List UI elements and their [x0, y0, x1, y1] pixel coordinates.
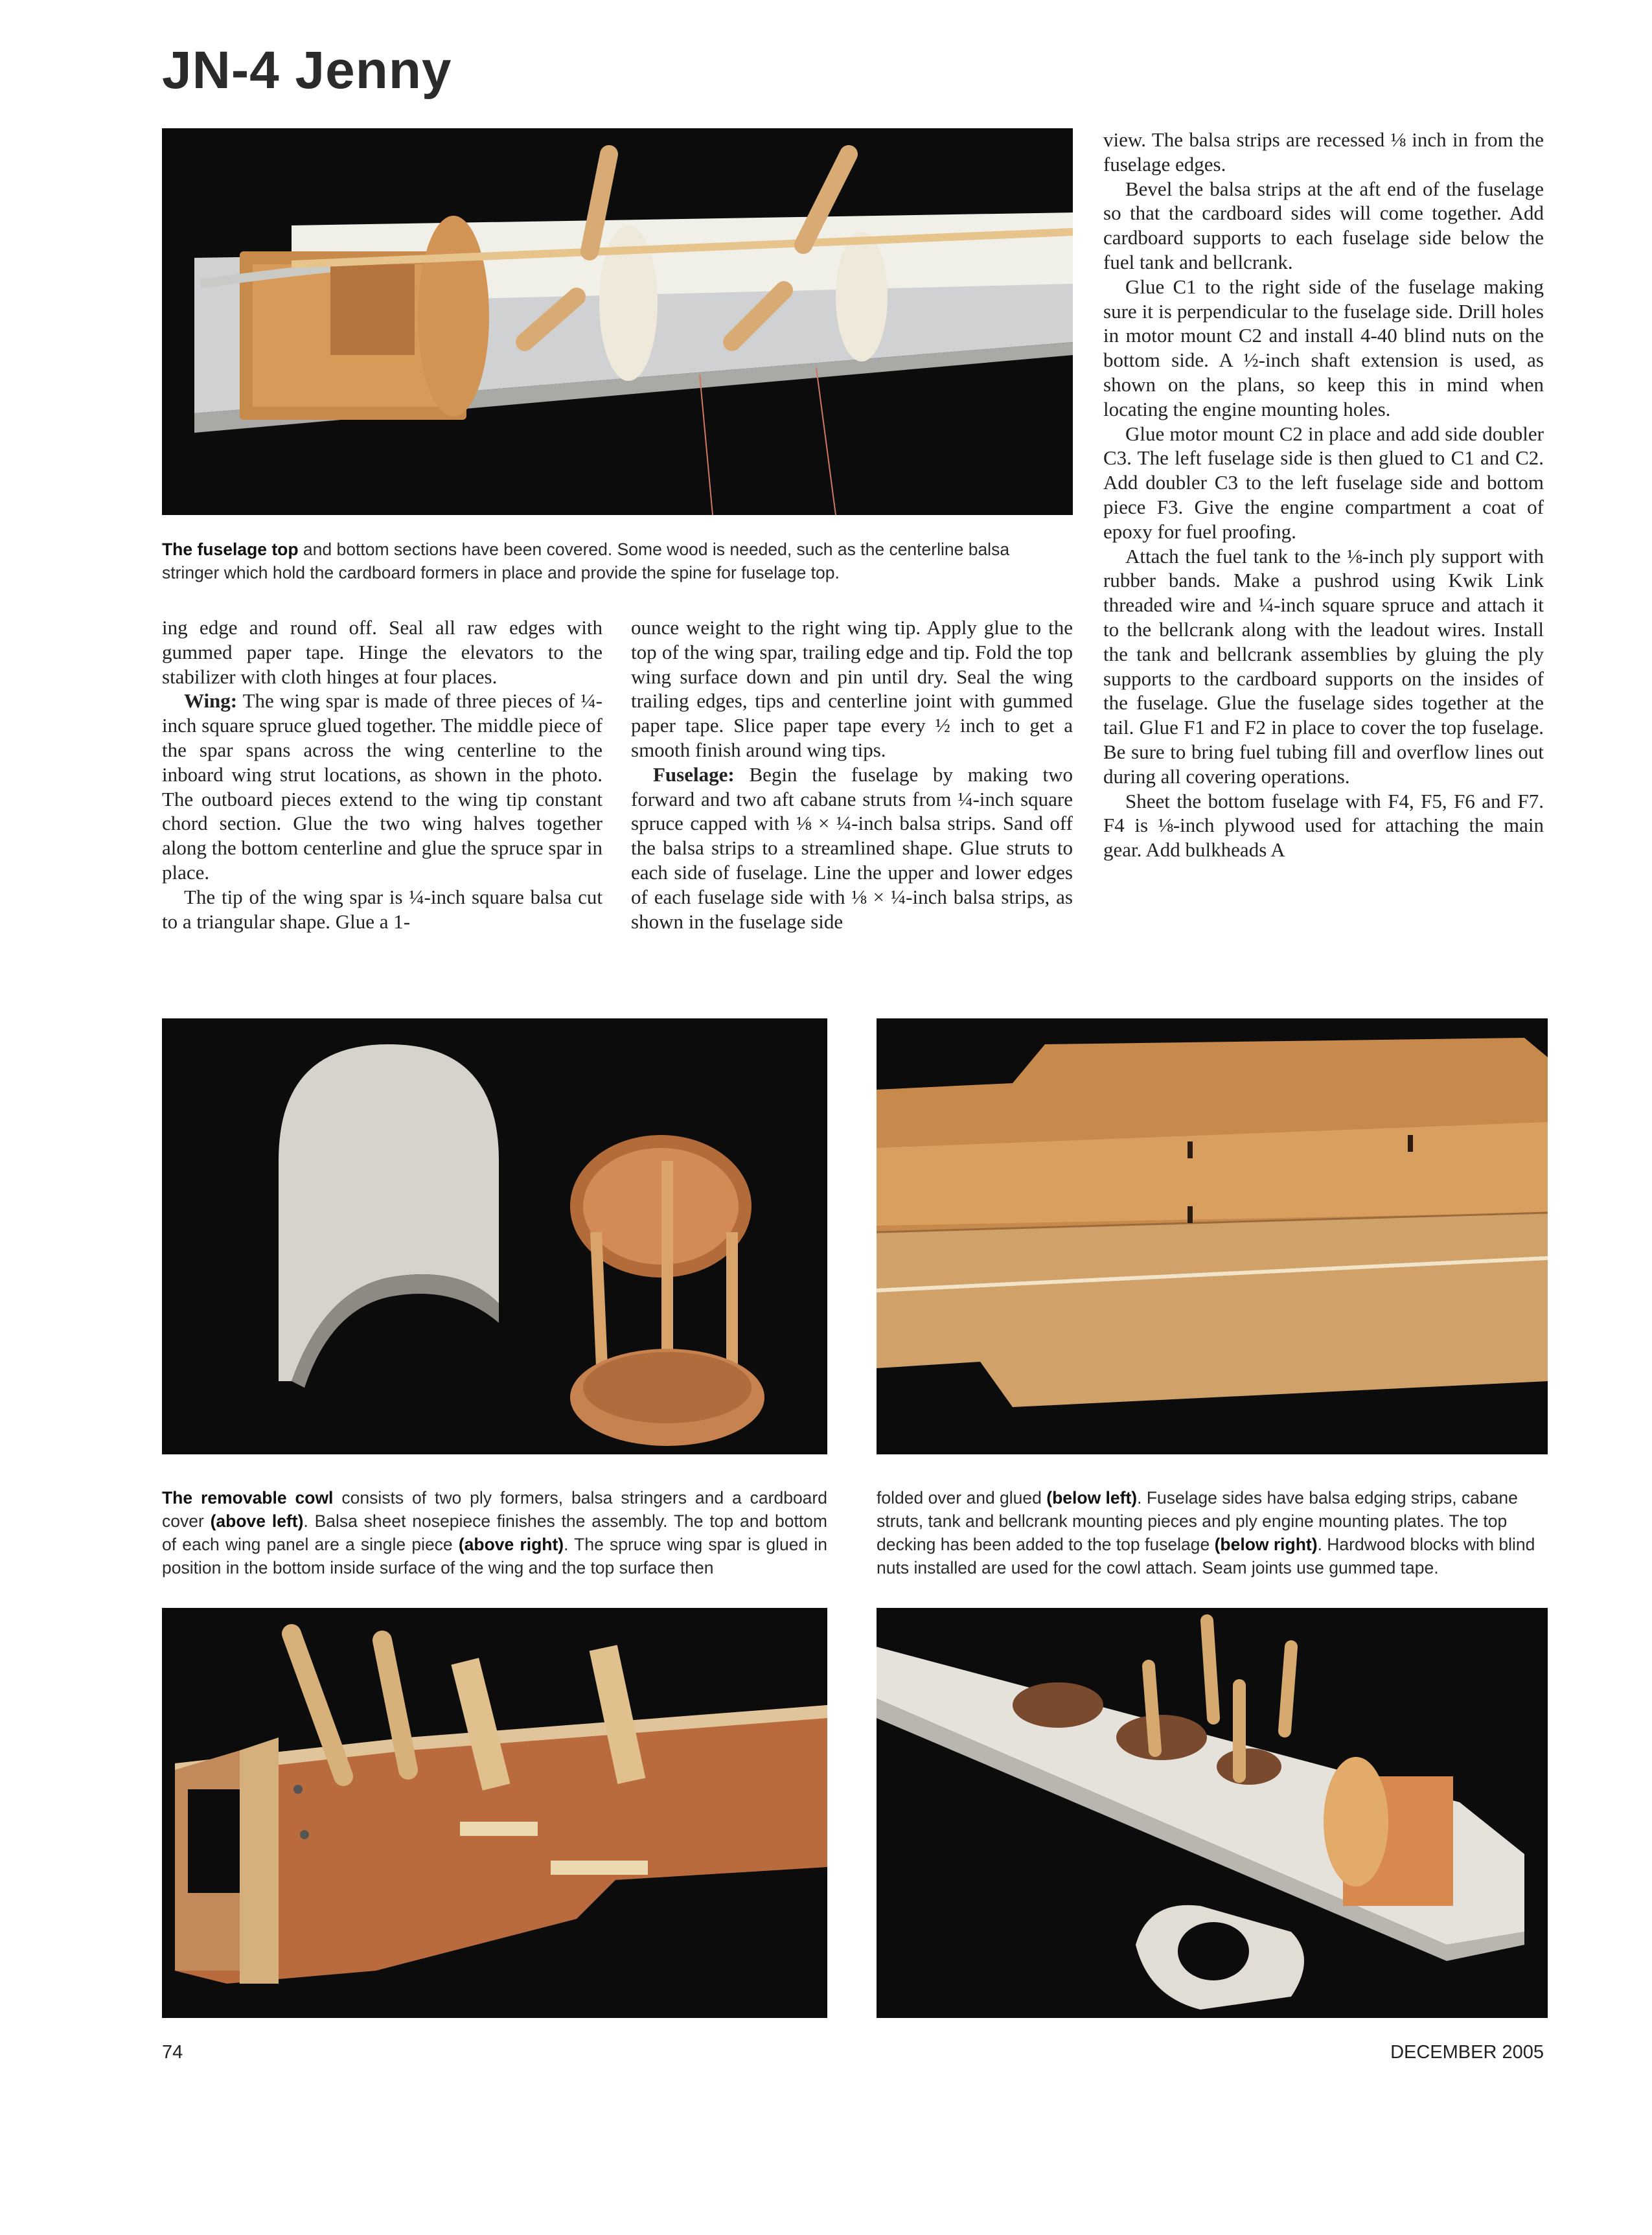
paragraph: Bevel the balsa strips at the aft end of the fuselage so that the cardboard sides will come together. Add cardboard supports to each fuselage side below the fuel tank and bellcrank.	[1103, 177, 1544, 273]
section-head-fuselage: Fuselage:	[653, 762, 735, 786]
caption-ref: (above left)	[210, 1511, 304, 1531]
issue-date: DECEMBER 2005	[1390, 2042, 1544, 2063]
body-column-3	[1103, 128, 1544, 862]
wing-panel-photo	[877, 1018, 1548, 1454]
caption-text: . The spruce wing spar is glued in position in the bottom inside surface of the wing and the top surface then	[162, 1535, 828, 1577]
cowl-photo	[162, 1018, 827, 1454]
paragraph	[162, 689, 602, 884]
page-number: 74	[162, 2042, 183, 2063]
cowl-caption	[162, 1486, 827, 1579]
paragraph: ounce weight to the right wing tip. Apply glue to the top of the wing spar, trailing edge and tip. Fold the top wing surface down and pin until dry. Seal the wing trailing edges, tips and centerline joint with gummed paper tape. Slice paper tape every ½ inch to get a smooth finish around wing tips.	[631, 616, 1073, 761]
paragraph: view. The balsa strips are recessed ⅛ inch in from the fuselage edges.	[1103, 128, 1544, 176]
caption-text: . Balsa sheet nosepiece finishes the assembly. The top and bottom of each wing panel are a single piece	[162, 1511, 827, 1554]
caption-ref: (below right)	[1214, 1535, 1318, 1554]
caption-ref: (below left)	[1046, 1488, 1138, 1507]
section-head-wing: Wing:	[184, 689, 238, 713]
caption-text: . Fuselage sides have balsa edging strips, cabane struts, tank and bellcrank mounting pieces and ply engine mounting plates. The top decking has been added to the top fuselage	[877, 1488, 1518, 1554]
top-photo-caption	[162, 538, 1069, 584]
caption-lead: The removable cowl	[162, 1488, 334, 1507]
caption-text: . Hardwood blocks with blind nuts installed are used for the cowl attach. Seam joints use gummed tape.	[877, 1535, 1535, 1577]
body-column-1	[162, 615, 602, 934]
paragraph: Sheet the bottom fuselage with F4, F5, F6 and F7. F4 is ⅛-inch plywood used for attaching the main gear. Add bulkheads A	[1103, 789, 1544, 862]
paragraph	[631, 762, 1073, 934]
paragraph: Glue C1 to the right side of the fuselage making sure it is perpendicular to the fuselage side. Drill holes in motor mount C2 and install 4-40 blind nuts on the bottom side. A ½-inch shaft extension is used, as shown on the plans, so keep this in mind when locating the engine mounting holes.	[1103, 275, 1544, 420]
paragraph: Glue motor mount C2 in place and add side doubler C3. The left fuselage side is then glued to C1 and C2. Add doubler C3 to the left fuselage side and bottom piece F3. Give the engine compartment a coat of epoxy for fuel proofing.	[1103, 422, 1544, 543]
fuselage-side-photo	[162, 1608, 827, 2018]
caption-text: and bottom sections have been covered. Some wood is needed, such as the centerline balsa stringer which hold the cardboard formers in place and provide the spine for fuselage top.	[162, 540, 1010, 582]
paragraph: Attach the fuel tank to the ⅛-inch ply support with rubber bands. Make a pushrod using Kwik Link threaded wire and ¼-inch square spruce and attach it to the bellcrank along with the leadout wires. Install the tank and bellcrank assemblies by gluing the ply supports to the cardboard supports on the insides of the fuselage. Glue the fuselage sides together at the tail. Glue F1 and F2 in place to cover the top fuselage. Be sure to bring fuel tubing fill and overflow lines out during all covering operations.	[1103, 544, 1544, 788]
caption-text: folded over and glued	[877, 1488, 1047, 1507]
caption-lead: The fuselage top	[162, 540, 299, 559]
paragraph-text: The wing spar is made of three pieces of ¼-inch square spruce glued together. The middle piece of the spar spans across the wing centerline to the inboard wing strut locations, as shown in the photo. The outboard pieces extend to the wing tip constant chord section. Glue the two wing halves together along the bottom centerline and glue the spruce spar in place.	[162, 689, 602, 884]
fuselage-caption	[877, 1486, 1548, 1579]
paragraph: ing edge and round off. Seal all raw edges with gummed paper tape. Hinge the elevators to the stabilizer with cloth hinges at four places.	[162, 616, 602, 688]
caption-ref: (above right)	[458, 1535, 564, 1554]
paragraph: The tip of the wing spar is ¼-inch square balsa cut to a triangular shape. Glue a 1-	[162, 885, 602, 933]
body-column-2	[631, 615, 1073, 934]
paragraph-text: Begin the fuselage by making two forward and two aft cabane struts from ¼-inch square spruce capped with ⅛ × ¼-inch balsa strips. Sand off the balsa strips to a streamlined shape. Glue struts to each side of fuselage. Line the upper and lower edges of each fuselage side with ⅛ × ¼-inch balsa strips, as shown in the fuselage side	[631, 762, 1073, 933]
top-decking-photo	[877, 1608, 1548, 2018]
article-title: JN-4 Jenny	[162, 41, 452, 100]
fuselage-top-photo	[162, 128, 1073, 515]
caption-text: consists of two ply formers, balsa stringers and a cardboard cover	[162, 1488, 827, 1531]
